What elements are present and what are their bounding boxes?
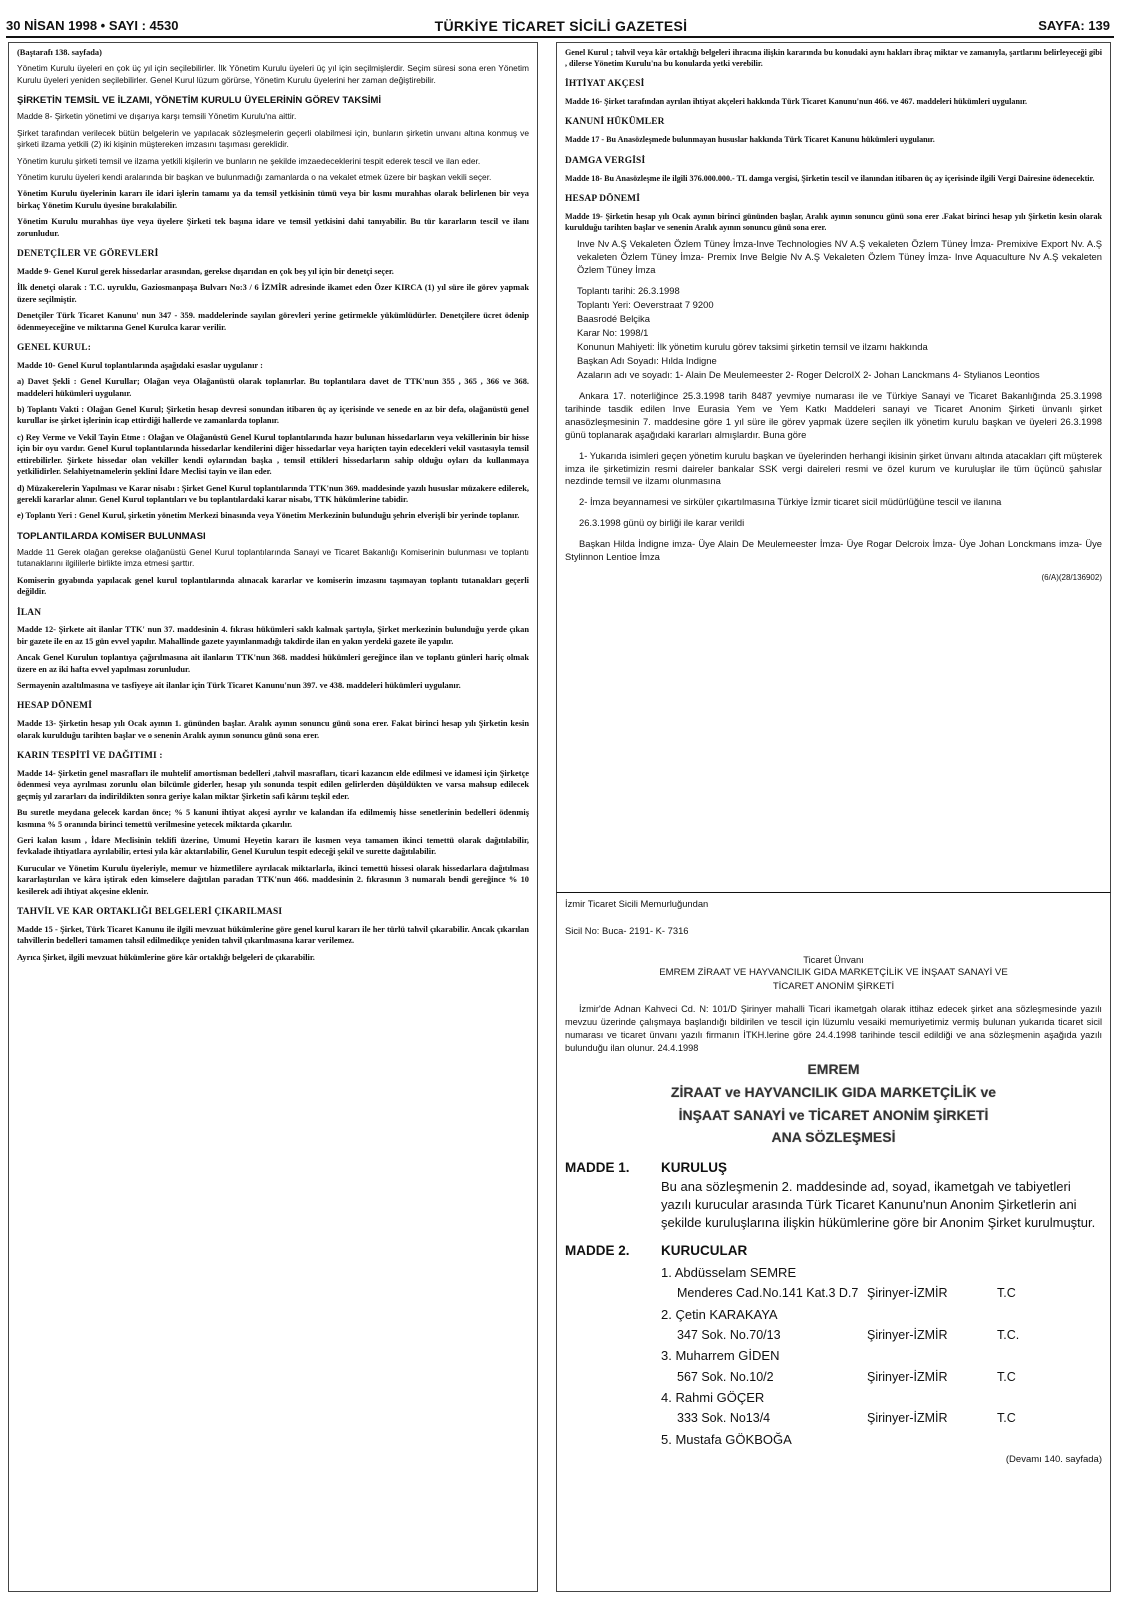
founder-address: 347 Sok. No.70/13: [677, 1327, 781, 1342]
paragraph: Yönetim Kurulu üyeleri en çok üç yıl için seçilebilirler. İlk Yönetim Kurulu üyeleri üç yıl için seçilmişlerdir. Seçim süresi sona eren Yönetim Kurulu üyeleri yeniden seçilebilirler. Genel Kurul lüzum görürse, Yönetim Kurulu üyelerini her zaman değiştirebilir.: [17, 63, 529, 85]
paragraph: b) Toplantı Vakti : Olağan Genel Kurul; Şirketin hesap devresi sonundan itibaren üç ay içerisinde ve senede en az bir defa, olağanüstü genel kurullar ise şirket işlerinin icap ettirdiği hallerde ve zamanlarda toplanır.: [17, 405, 529, 426]
founder-name: 3. Muharrem GİDEN: [661, 1348, 780, 1364]
paragraph: c) Rey Verme ve Vekil Tayin Etme : Olağan ve Olağanüstü Genel Kurul toplantılarında hazır bulunan hissedarların veya vekillerinin bir hisse için bir oyu vardır. Genel Kurul toplantılarında hissedarlar kendilerini diğer hissedarlar veya hariçten tayin edecekleri vekil vasıtasıyla temsil ettirebilirler. Şirkete hissedar olan vekiller kendi oylarından başka , temsil ettikleri hissedarların sahip olduğu oyları da kullanmaya yetkilidirler. Selahiyetnamelerin şeklini İdare Meclisi tayin ve ilan eder.: [17, 432, 529, 477]
continued-from-note: (Baştarafı 138. sayfada): [17, 48, 102, 57]
paragraph: Madde 15 - Şirket, Türk Ticaret Kanunu ile ilgili mevzuat hükümlerine göre genel kurul kararı ile her türlü tahvil çıkarabilir. Ancak çıkarılan tahvillerin bedelleri tamamen tahsil edilmedikçe yeniden tahvil çıkarılmasına karar verilemez.: [17, 924, 529, 946]
article-1-title: KURULUŞ: [661, 1160, 727, 1176]
founder-address: 567 Sok. No.10/2: [677, 1369, 774, 1384]
paragraph: Ankara 17. noterliğince 25.3.1998 tarih 8487 yevmiye numarası ile ve Türkiye Sanayi ve Ticaret Bakanlığında 25.3.1998 tarihinde tasdik edilen Inve Eurasia Yem ve Yem Katkı Maddeleri sanayi ve Ticaret Anonim Şirketi ünvanlı şirket anasözleşmesinin 7. maddesine göre 1 yıl süre ile görev yapmak üzere seçilen ilk yönetim kurulu başkan ve üyeleri 26.3.1998 günü toplanarak aşağıdaki kararları almışlardır. Buna göre: [565, 389, 1102, 440]
members: Azaların adı ve soyadı: 1- Alain De Meulemeester 2- Roger DelcroIX 2- Johan Lanckmans 4- Stylianos Leontios: [577, 368, 1040, 380]
trade-name-line-1: EMREM ZİRAAT VE HAYVANCILIK GIDA MARKETÇİLİK VE İNŞAAT SANAYİ VE: [659, 967, 1008, 979]
paragraph: Madde 8- Şirketin yönetimi ve dışarıya karşı temsili Yönetim Kurulu'na aittir.: [17, 111, 297, 122]
section-heading-hesap: HESAP DÖNEMİ: [17, 701, 93, 712]
article-2-heading: [565, 1242, 1102, 1261]
paragraph: Denetçiler Türk Ticaret Kanunu' nun 347 - 359. maddelerinde sayılan görevleri yerine getirmekle yükümlüdürler. Denetçilere ücret ödenip ödenmeyeceğine ve miktarına Genel Kurulca karar verilir.: [17, 311, 529, 332]
founder-name: 4. Rahmi GÖÇER: [661, 1390, 765, 1406]
section-heading-kanuni: KANUNİ HÜKÜMLER: [565, 117, 665, 128]
trade-name-label: Ticaret Ünvanı: [803, 954, 864, 966]
founder-nationality: T.C: [997, 1286, 1016, 1301]
paragraph: Ayrıca Şirket, ilgili mevzuat hükümlerine göre kâr ortaklığı belgeleri de çıkarabilir.: [17, 952, 315, 962]
registry-number: Sicil No: Buca- 2191- K- 7316: [565, 925, 689, 937]
founder-address: 333 Sok. No13/4: [677, 1411, 771, 1426]
section-heading-denetci: DENETÇİLER VE GÖREVLERİ: [17, 249, 159, 260]
founder-address-row: [677, 1285, 1102, 1303]
founder-city: Şirinyer-İZMİR: [867, 1369, 948, 1384]
gazette-title: TÜRKİYE TİCARET SİCİLİ GAZETESİ: [434, 18, 688, 34]
page-number: SAYFA: 139: [1038, 18, 1110, 33]
right-column-top: [556, 42, 1111, 892]
paragraph: Madde 18- Bu Anasözleşme ile ilgili 376.000.000.- TL damga vergisi, Şirketin tescil ve ilanından itibaren üç ay içerisinde ilgili Vergi Dairesine ödenecektir.: [565, 173, 1095, 183]
article-2-label: MADDE 2.: [565, 1243, 630, 1259]
paragraph: Yönetim Kurulu murahhas üye veya üyelere Şirketi tek başına idare ve temsil yetkisini dahi tanıyabilir. Bu tür kararların tescil ve ilanı zorunludur.: [17, 217, 529, 238]
paragraph: Komiserin gıyabında yapılacak genel kurul toplantılarında alınacak kararlar ve komiserin imzasını taşımayan toplantı tutanakları geçerli değildir.: [17, 575, 529, 597]
section-heading-kar: KARIN TESPİTİ VE DAĞITIMI :: [17, 751, 163, 762]
founder-address: Menderes Cad.No.141 Kat.3 D.7: [677, 1286, 859, 1301]
left-column: [8, 42, 538, 1592]
article-1-label: MADDE 1.: [565, 1160, 630, 1176]
article-1-body: Bu ana sözleşmenin 2. maddesinde ad, soyad, ikametgah ve tabiyetleri yazılı kurucular arasında Türk Ticaret Kanunu'nun Anonim Şirketlerin ani şekilde kuruluşlarına ilişkin hükümlerine göre bir Anonim Şirket kurulmuştur.: [661, 1179, 1096, 1231]
paragraph: Sermayenin azaltılmasına ve tasfiyeye ait ilanlar için Türk Ticaret Kanunu'nun 397. ve 438. maddeleri hükümleri uygulanır.: [17, 681, 461, 691]
article-1-heading: [565, 1159, 1102, 1178]
paragraph: Ancak Genel Kurulun toplantıya çağırılmasına ait ilanların TTK'nun 368. maddesi hükümleri gereğince ilan ve toplantı günleri hariç olmak üzere en az iki hafta evvel yapılması zorunludur.: [17, 653, 529, 674]
subject: Konunun Mahiyeti: İlk yönetim kurulu görev taksimi şirketin temsil ve ilzamı hakkında: [577, 340, 928, 352]
issue-date-number: 30 NİSAN 1998 • SAYI : 4530: [6, 18, 179, 33]
founder-name: 5. Mustafa GÖKBOĞA: [661, 1431, 792, 1447]
founder-nationality: T.C: [997, 1411, 1016, 1426]
paragraph: a) Davet Şekli : Genel Kurullar; Olağan veya Olağanüstü olarak toplanırlar. Bu toplantılara davet de TTK'nun 355 , 365 , 366 ve 368. maddeleri hükümleri uygulanır.: [17, 377, 529, 398]
right-column-bottom: [556, 892, 1111, 1592]
paragraph: 2- İmza beyannamesi ve sirküler çıkartılmasına Türkiye İzmir ticaret sicil müdürlüğüne tescil ve ilanına: [579, 496, 1002, 508]
registration-notice: İzmir'de Adnan Kahveci Cd. N: 101/D Şirinyer mahalli Ticari ikametgah olarak ittihaz edecek şirket ana sözleşmesinde yazılı mevzuu üzerinde çalışmaya başlandığı bildirilen ve tescil için lüzumlu vesaiki memuriyetimiz vermiş bulunan yukarıda ticaret sicil numarası ve ticaret ünvanı yazılı firmanın İTKH.lerine göre 24.4.1998 tarihinde tescil edildiği ve ana sözleşmenin aşağıda yazılı bulunduğu ilan olunur. 24.4.1998: [565, 1004, 1102, 1053]
signatories: Inve Nv A.Ş Vekaleten Özlem Tüney İmza-Inve Technologies NV A.Ş vekaleten Özlem Tüney İmza- Premixive Export Nv. A.Ş vekaleten Özlem Tüney İmza- Premix Inve Belgie Nv A.Ş Vekaleten Özlem Tüney İmza- Inve Aquaculture Nv A.Ş vekaleten Özlem Tüney İmza: [577, 237, 1102, 275]
reference-code: (6/A)(28/136902): [1041, 573, 1102, 583]
paragraph: 26.3.1998 günü oy birliği ile karar verildi: [579, 517, 745, 529]
paragraph: 1- Yukarıda isimleri geçen yönetim kurulu başkan ve üyelerinden herhangi ikisinin şirket ünvanı altında atacakları çift müşterek imza ile şirketimizin resmi daireler bankalar SSK vergi daireleri resmi ve özel kurum ve kuruluşlar ile tüm üçüncü şahıslar nezdinde temsil ve ilzamı olunmasına: [565, 449, 1103, 487]
section-heading-tahvil: TAHVİL VE KAR ORTAKLIĞI BELGELERİ ÇIKARILMASI: [17, 907, 283, 918]
registry-office: İzmir Ticaret Sicili Memurluğundan: [565, 898, 709, 909]
founder-city: Şirinyer-İZMİR: [867, 1327, 948, 1342]
company-title-2: ZİRAAT ve HAYVANCILIK GIDA MARKETÇİLİK ve: [670, 1083, 997, 1100]
paragraph: Yönetim Kurulu üyelerinin kararı ile idari işlerin tamamı ya da temsil yetkisinin tümü veya bir kısmı murahhas olarak belirlenen bir veya birkaç Yönetim Kurulu üyesine bırakılabilir.: [17, 189, 529, 210]
meeting-place: Toplantı Yeri: Oeverstraat 7 9200: [577, 298, 714, 310]
paragraph: Madde 9- Genel Kurul gerek hissedarlar arasından, gerekse dışarıdan en çok beş yıl için bir denetçi seçer.: [17, 266, 394, 276]
founder-address-row: [677, 1410, 1102, 1428]
paragraph: İlk denetçi olarak : T.C. uyruklu, Gaziosmanpaşa Bulvarı No:3 / 6 İZMİR adresinde ikamet eden Özer KIRCA (1) yıl süre ile görev yapmak üzere seçilmiştir.: [17, 283, 529, 304]
section-heading-hesap-donemi: HESAP DÖNEMİ: [565, 193, 641, 204]
paragraph: Madde 10- Genel Kurul toplantılarında aşağıdaki esaslar uygulanır :: [17, 360, 263, 370]
article-2-title: KURUCULAR: [661, 1243, 748, 1259]
paragraph: Yönetim kurulu şirketi temsil ve ilzama yetkili kişilerin ve bunların ne şekilde imzaedeceklerini tespit ederek tescil ve ilan eder.: [17, 155, 481, 166]
founder-city: Şirinyer-İZMİR: [867, 1411, 948, 1426]
founder-nationality: T.C: [997, 1369, 1016, 1384]
chairman: Başkan Adı Soyadı: Hılda Indigne: [577, 354, 717, 366]
founder-nationality: T.C.: [997, 1327, 1020, 1342]
paragraph: Kurucular ve Yönetim Kurulu üyeleriyle, memur ve hizmetlilere ayrılacak miktarlarla, ikinci temettü hissesi olarak hissedarlara dağıtılması kararlaştırılan ve kâra iştirak eden kimselere dağıtılan paradan TTK'nun 466. maddesinin 2. fıkrasının 3 numaralı bendi gereğince % 10 kesilerek adi ihtiyat akçesine eklenir.: [17, 863, 529, 896]
paragraph: Madde 13- Şirketin hesap yılı Ocak ayının 1. gününden başlar. Aralık ayının sonuncu günü sona erer. Fakat birinci hesap yılı Şirketin kesin olarak kurulduğu tarihten başlar ve o senenin Aralık ayının sonuncu günü sona erer.: [17, 719, 529, 740]
founder-name: 2. Çetin KARAKAYA: [661, 1306, 778, 1322]
founder-address-row: [677, 1327, 1102, 1345]
decision-number: Karar No: 1998/1: [577, 326, 649, 338]
section-heading-ilan: İLAN: [17, 607, 42, 618]
paragraph: Geri kalan kısım , İdare Meclisinin teklifi üzerine, Umumi Heyetin kararı ile kısmen veya tamamen ikinci temettü olarak dağıtılabilir, fevkalade ihtiyatlara ayrılabilir, ertesi yıla kâr aktarılabilir, Genel Kurulun tespit edeceği şekil ve surette dağıtılabilir.: [17, 835, 529, 857]
header-rule: [6, 36, 1114, 38]
section-heading-komiser: TOPLANTILARDA KOMİSER BULUNMASI: [17, 530, 206, 542]
meeting-date: Toplantı tarihi: 26.3.1998: [577, 284, 680, 296]
section-heading-temsil: ŞİRKETİN TEMSİL VE İLZAMI, YÖNETİM KURULU ÜYELERİNİN GÖREV TAKSİMİ: [17, 95, 382, 107]
company-title-1: EMREM: [807, 1060, 860, 1077]
paragraph: e) Toplantı Yeri : Genel Kurul, şirketin yönetim Merkezi binasında veya Yönetim Merkezinin bulunduğu şehrin elverişli bir yerinde toplanır.: [17, 511, 520, 521]
paragraph: Madde 14- Şirketin genel masrafları ile muhtelif amortisman bedelleri ,tahvil masrafları, ticari kazancın elde edilmesi ve idamesi için Şirketçe ödenmesi veya ayrılması zorunlu olan bilcümle giderler, hesap yılı sonunda tespit edilen gelirlerden düşüldükten ve varsa mahsup edilecek geçmiş yıl zararları da indirildikten sonra geriye kalan miktar Şirketin safi kârını teşkil eder.: [17, 768, 529, 801]
paragraph: d) Müzakerelerin Yapılması ve Karar nisabı : Şirket Genel Kurul toplantılarında TTK'nun 369. maddesinde yazılı hususlar müzakere edilerek, gerekli kararlar alınır. Genel Kurul toplantıları ve bu toplantılardaki karar nisabı, TTK hükümlerine tabidir.: [17, 483, 529, 504]
paragraph: Madde 17 - Bu Anasözleşmede bulunmayan hususlar hakkında Türk Ticaret Kanunu hükümleri uygulanır.: [565, 135, 935, 145]
meeting-place-city: Baasrodé Belçika: [577, 312, 650, 324]
paragraph: Madde 19- Şirketin hesap yılı Ocak ayının birinci gününden başlar, Aralık ayının sonuncu günü sona erer .Fakat birinci hesap yılı Şirketin kesin olarak kurulduğu tarihten başlar ve senenin Aralık ayının sonuncu günü sona erer.: [565, 211, 1102, 232]
paragraph: Madde 12- Şirkete ait ilanlar TTK' nun 37. maddesinin 4. fıkrası hükümleri saklı kalmak şartıyla, Şirket merkezinin bulunduğu yerde çıkan bir gazete ile en az 15 gün evvel yapılır. Mahallinde gazete yayınlanmadığı takdirde ilan en yakın yerdeki gazete ile yapılır.: [17, 625, 529, 646]
paragraph: Şirket tarafından verilecek bütün belgelerin ve yapılacak sözleşmelerin geçerli olabilmesi için, bunların şirketin unvanı altına konmuş ve şirketi ilzama yetkili (2) iki kişinin müştereken imzasını taşıması gereklidir.: [17, 127, 529, 150]
paragraph: Genel Kurul ; tahvil veya kâr ortaklığı belgeleri ihracına ilişkin kararında bu konudaki aynı hakları ibraç miktar ve zamanıyla, şartlarını belirleyeceği gibi , dilerse Yönetim Kurulu'na bu konularda yetki verebilir.: [565, 48, 1102, 69]
founder-name: 1. Abdüsselam SEMRE: [661, 1264, 797, 1280]
founder-city: Şirinyer-İZMİR: [867, 1286, 948, 1301]
paragraph: Madde 11 Gerek olağan gerekse olağanüstü Genel Kurul toplantılarında Sanayi ve Ticaret Bakanlığı Komiserinin bulunması ve toplantı tutanaklarını ilgililerle birlikte imza etmesi şarttır.: [17, 546, 529, 569]
paragraph: Bu suretle meydana gelecek kardan önce; % 5 kanuni ihtiyat akçesi ayrılır ve kalandan ifa edilmemiş hisse senetlerinin bedelleri ödenmiş kısmına % 5 oranında birinci temettü verilmesine yetecek miktarda çıkarılır.: [17, 808, 529, 829]
company-title-3: İNŞAAT SANAYİ ve TİCARET ANONİM ŞİRKETİ: [678, 1106, 989, 1123]
company-title-4: ANA SÖZLEŞMESİ: [771, 1129, 896, 1146]
continued-note: (Devamı 140. sayfada): [1005, 1453, 1102, 1465]
section-heading-genel-kurul: GENEL KURUL:: [17, 343, 92, 353]
meeting-details: [577, 285, 1102, 382]
paragraph: Madde 16- Şirket tarafından ayrılan ihtiyat akçeleri hakkında Türk Ticaret Kanunu'nun 466. ve 467. maddeleri hükümleri uygulanır.: [565, 97, 1028, 107]
paragraph: Yönetim kurulu üyeleri kendi aralarında bir başkan ve bulunmadığı zamanlarda o na vekalet etmek üzere bir başkan vekili seçer.: [17, 172, 492, 182]
signatures: Başkan Hilda İndigne imza- Üye Alain De Meulemeester İmza- Üye Rogar Delcroix İmza- Üye Johan Lonckmans imza- Üye Stylinnon Lentioe İmza: [565, 538, 1102, 563]
founder-address-row: [677, 1369, 1102, 1387]
section-heading-ihtiyat: İHTİYAT AKÇESİ: [565, 79, 645, 90]
section-heading-damga: DAMGA VERGİSİ: [565, 155, 646, 166]
trade-name-line-2: TİCARET ANONİM ŞİRKETİ: [772, 980, 895, 992]
